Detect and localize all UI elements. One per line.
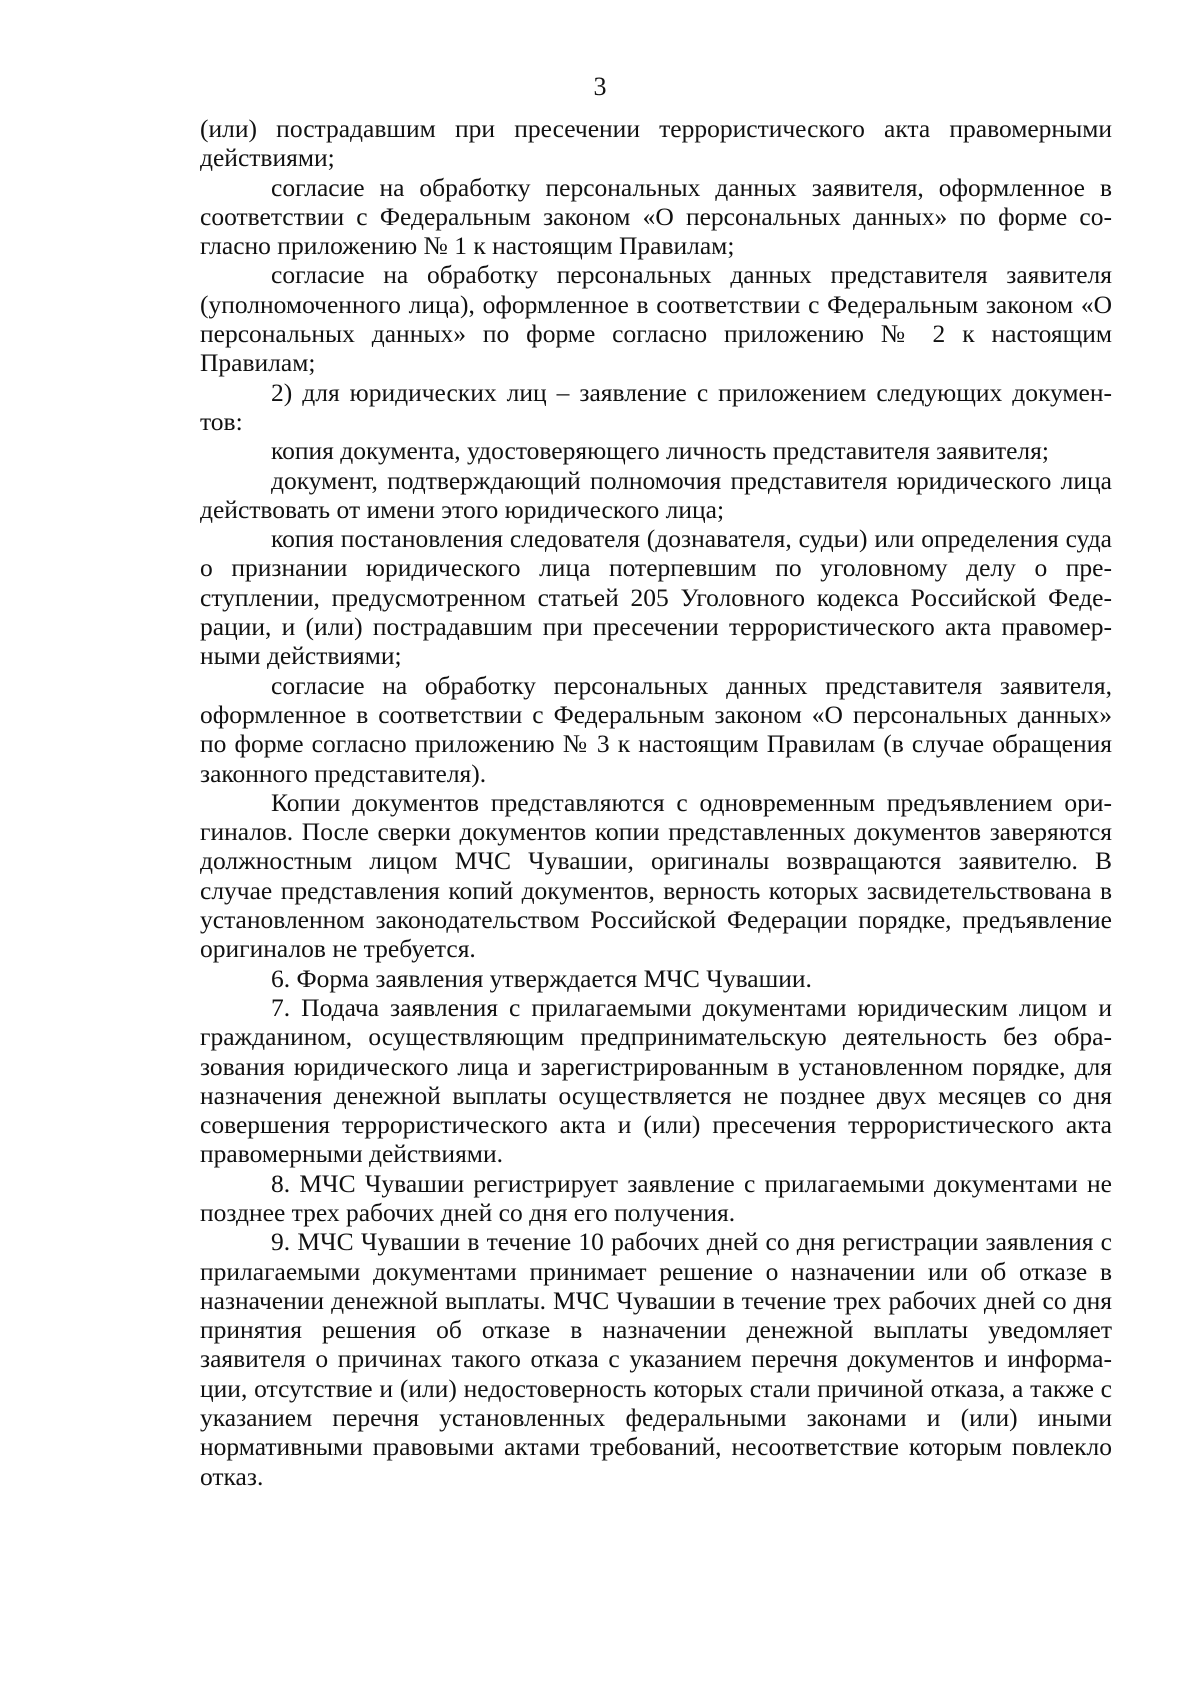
paragraph: согласие на обработку персональных данных представителя заявителя, оформленное в соответствии с Федеральным законом «О персональных данных» по форме согласно приложению № 3 к настоящим Правилам (в случае обращения законного представителя). <box>200 670 1112 788</box>
page-number: 3 <box>593 72 607 101</box>
paragraph: 9. МЧС Чувашии в течение 10 рабочих дней со дня регистрации заявления с прилагаемыми документами принимает решение о назначении или об отказе в назначении денежной выплаты. МЧС Чувашии в течение трех рабочих дней со дня принятия решения об отказе в назначении денежной выплаты уведомляет заявителя о причинах такого отказа с указанием перечня документов и информации, отсутствие и (или) недостоверность которых стали причиной отказа, а также с указанием перечня установленных федеральными законами и (или) иными нормативными правовыми актами требований, несоответствие которым повлекло отказ. <box>200 1227 1112 1491</box>
paragraph: согласие на обработку персональных данных заявителя, оформленное в соответствии с Федеральным законом «О персональных данных» по форме согласно приложению № 1 к настоящим Правилам; <box>200 172 1112 261</box>
paragraph: копия постановления следователя (дознавателя, судьи) или определения суда о признании юридического лица потерпевшим по уголовному делу о преступлении, предусмотренном статьей 205 Уголовного кодекса Российской Федерации, и (или) пострадавшим при пресечении террористического акта правомерными действиями; <box>200 524 1112 671</box>
paragraph: Копии документов представляются с одновременным предъявлением оригиналов. После сверки документов копии представленных документов заверяются должностным лицом МЧС Чувашии, оригиналы возвращаются заявителю. В случае представления копий документов, верность которых засвидетельствована в установленном законодательством Российской Федерации порядке, предъявление оригиналов не требуется. <box>200 787 1112 964</box>
paragraph: документ, подтверждающий полномочия представителя юридического лица действовать от имени этого юридического лица; <box>200 465 1112 524</box>
paragraph: (или) пострадавшим при пресечении террористического акта правомерными действиями; <box>200 114 1112 173</box>
paragraph: 2) для юридических лиц – заявление с приложением следующих документов: <box>200 377 1112 436</box>
paragraph: 6. Форма заявления утверждается МЧС Чувашии. <box>271 963 812 993</box>
paragraph: 8. МЧС Чувашии регистрирует заявление с прилагаемыми документами не позднее трех рабочих дней со дня его получения. <box>200 1168 1112 1227</box>
document-body <box>200 114 1112 1491</box>
paragraph: 7. Подача заявления с прилагаемыми документами юридическим лицом и гражданином, осуществляющим предпринимательскую деятельность без образования юридического лица и зарегистрированным в установленном порядке, для назначения денежной выплаты осуществляется не позднее двух месяцев со дня совершения террористического акта и (или) пресечения террористического акта правомерными действиями. <box>200 992 1112 1169</box>
paragraph: копия документа, удостоверяющего личность представителя заявителя; <box>271 436 1049 466</box>
paragraph: согласие на обработку персональных данных представителя заявителя (уполномоченного лица), оформленное в соответствии с Федеральным законом «О персональных данных» по форме согласно приложению № 2 к настоящим Правилам; <box>200 260 1112 378</box>
